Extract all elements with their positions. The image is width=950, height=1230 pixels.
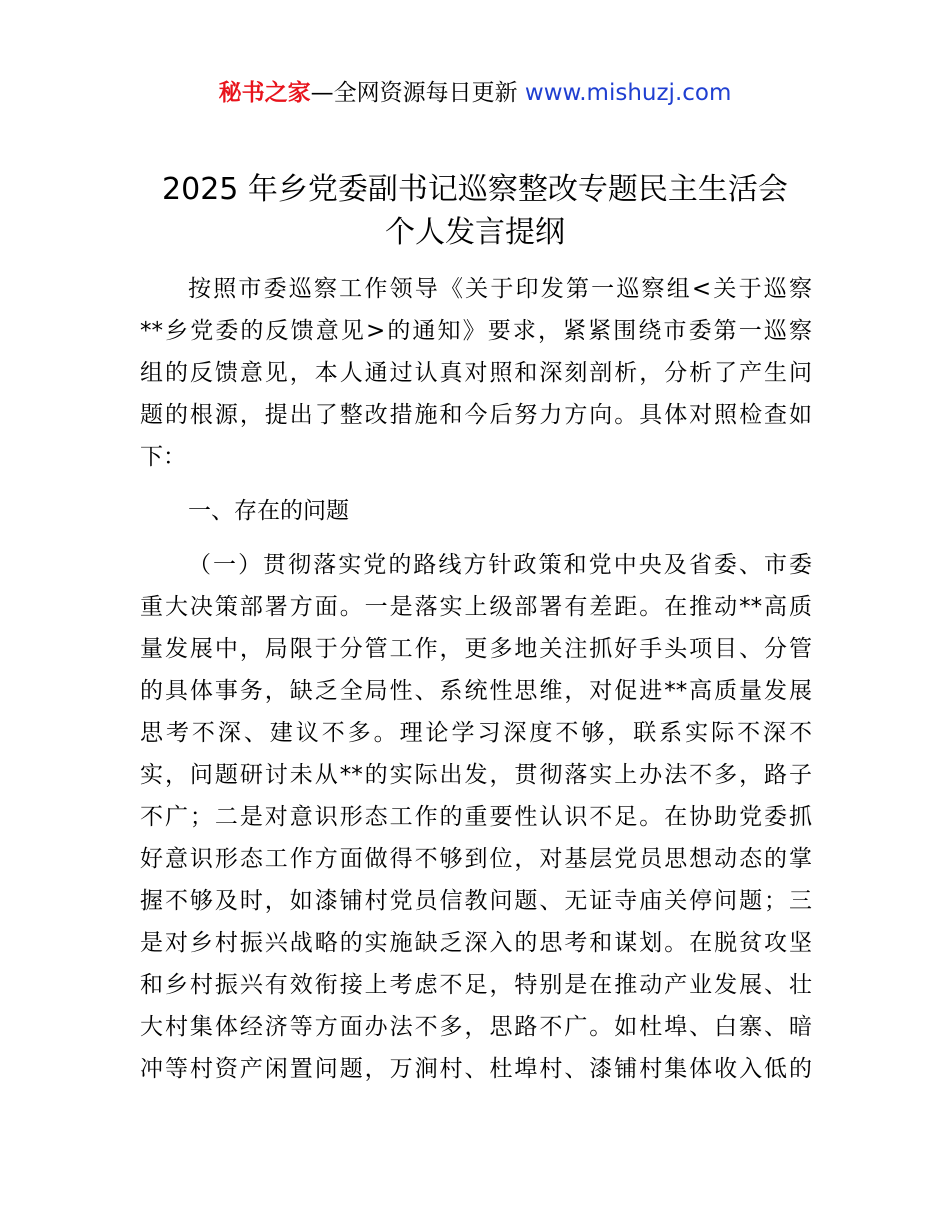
text-line: 握不够及时，如漆铺村党员信教问题、无证寺庙关停问题；三 (140, 888, 812, 914)
text-line: 下： (140, 444, 186, 470)
text-line: 按照市委巡察工作领导《关于印发第一巡察组<关于巡察 (188, 276, 812, 302)
document-body (140, 268, 812, 1090)
text-line: 重大决策部署方面。一是落实上级部署有差距。在推动**高质 (140, 594, 812, 620)
site-header (0, 76, 950, 110)
text-line: 是对乡村振兴战略的实施缺乏深入的思考和谋划。在脱贫攻坚 (140, 930, 812, 956)
text-line: 不广；二是对意识形态工作的重要性认识不足。在协助党委抓 (140, 804, 812, 830)
text-line: 冲等村资产闲置问题，万涧村、杜埠村、漆铺村集体收入低的 (140, 1056, 812, 1082)
text-line: 好意识形态工作方面做得不够到位，对基层党员思想动态的掌 (140, 846, 812, 872)
text-line: （一）贯彻落实党的路线方针政策和党中央及省委、市委 (188, 552, 812, 578)
text-line: 实，问题研讨未从**的实际出发，贯彻落实上办法不多，路子 (140, 762, 812, 788)
text-line: 和乡村振兴有效衔接上考虑不足，特别是在推动产业发展、壮 (140, 972, 812, 998)
problem-paragraph (140, 544, 812, 1090)
title-line-2: 个人发言提纲 (385, 215, 565, 250)
text-line: 组的反馈意见，本人通过认真对照和深刻剖析，分析了产生问 (140, 360, 812, 386)
brand-name: 秘书之家 (218, 80, 311, 106)
section-heading: 一、存在的问题 (188, 498, 349, 524)
title-line-1: 2025 年乡党委副书记巡察整改专题民主生活会 (162, 172, 788, 207)
text-line: 题的根源，提出了整改措施和今后努力方向。具体对照检查如 (140, 402, 812, 428)
text-line: 的具体事务，缺乏全局性、系统性思维，对促进**高质量发展 (140, 678, 812, 704)
text-line: 量发展中，局限于分管工作，更多地关注抓好手头项目、分管 (140, 636, 812, 662)
header-tagline: —全网资源每日更新 (310, 80, 525, 106)
document-title (0, 168, 950, 254)
intro-paragraph (140, 268, 812, 478)
text-line: **乡党委的反馈意见>的通知》要求，紧紧围绕市委第一巡察 (140, 318, 812, 344)
site-url-link[interactable]: www.mishuzj.com (524, 80, 732, 106)
text-line: 大村集体经济等方面办法不多，思路不广。如杜埠、白寨、暗 (140, 1014, 812, 1040)
text-line: 思考不深、建议不多。理论学习深度不够，联系实际不深不 (140, 720, 812, 746)
